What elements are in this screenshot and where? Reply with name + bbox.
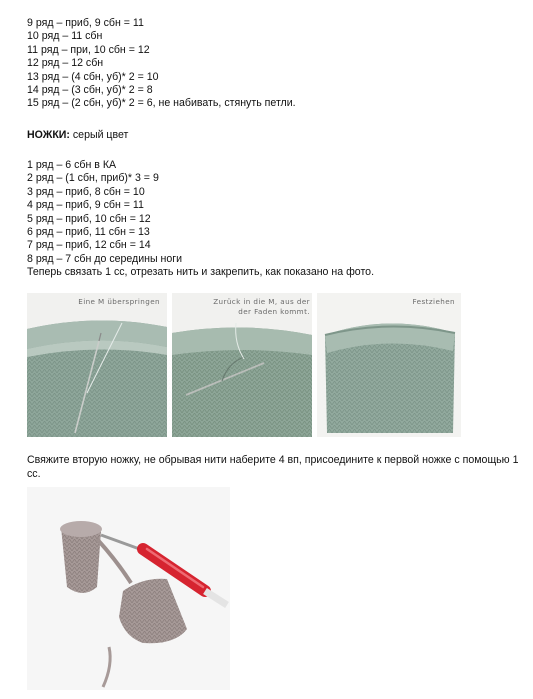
legs-color-note: серый цвет bbox=[69, 129, 129, 141]
row-line: 7 ряд – приб, 12 сбн = 14 bbox=[27, 239, 151, 252]
row-line: 8 ряд – 7 сбн до середины ноги bbox=[27, 252, 183, 265]
legs-title: НОЖКИ: bbox=[27, 129, 70, 141]
photo-caption-3: Festziehen bbox=[412, 297, 455, 306]
rows-list-part2 bbox=[27, 159, 517, 280]
rows-list-part1 bbox=[27, 17, 517, 111]
row-line: 14 ряд – (3 сбн, уб)* 2 = 8 bbox=[27, 84, 153, 97]
row-line: 13 ряд – (4 сбн, уб)* 2 = 10 bbox=[27, 70, 159, 83]
photo-caption-2: Zurück in die M, aus der der Faden kommt. bbox=[213, 297, 310, 316]
photo-legs-joined bbox=[27, 487, 230, 690]
legs-heading bbox=[27, 129, 517, 142]
row-line: 2 ряд – (1 сбн, приб)* 3 = 9 bbox=[27, 172, 159, 185]
row-line: 10 ряд – 11 сбн bbox=[27, 30, 103, 43]
row-line: 4 ряд – приб, 9 сбн = 11 bbox=[27, 199, 144, 212]
row-line: 11 ряд – при, 10 сбн = 12 bbox=[27, 43, 150, 56]
row-line: 1 ряд – 6 сбн в КА bbox=[27, 159, 117, 171]
row-line: Теперь связать 1 сс, отрезать нить и закрепить, как показано на фото. bbox=[27, 266, 375, 279]
photo-step-3 bbox=[317, 293, 461, 437]
row-line: 5 ряд – приб, 10 сбн = 12 bbox=[27, 212, 151, 225]
row-line: 12 ряд – 12 сбн bbox=[27, 57, 104, 70]
photo-caption-1: Eine M überspringen bbox=[78, 297, 160, 306]
row-line: 15 ряд – (2 сбн, уб)* 2 = 6, не набивать, стянуть петли. bbox=[27, 97, 296, 110]
row-line: 9 ряд – приб, 9 сбн = 11 bbox=[27, 17, 144, 29]
photo-step-1 bbox=[27, 293, 167, 437]
instruction-paragraph: Свяжите вторую ножку, не обрывая нити наберите 4 вп, присоедините к первой ножке с помощью 1 сс. bbox=[27, 454, 519, 480]
row-line: 3 ряд – приб, 8 сбн = 10 bbox=[27, 185, 145, 198]
row-line: 6 ряд – приб, 11 сбн = 13 bbox=[27, 226, 150, 239]
